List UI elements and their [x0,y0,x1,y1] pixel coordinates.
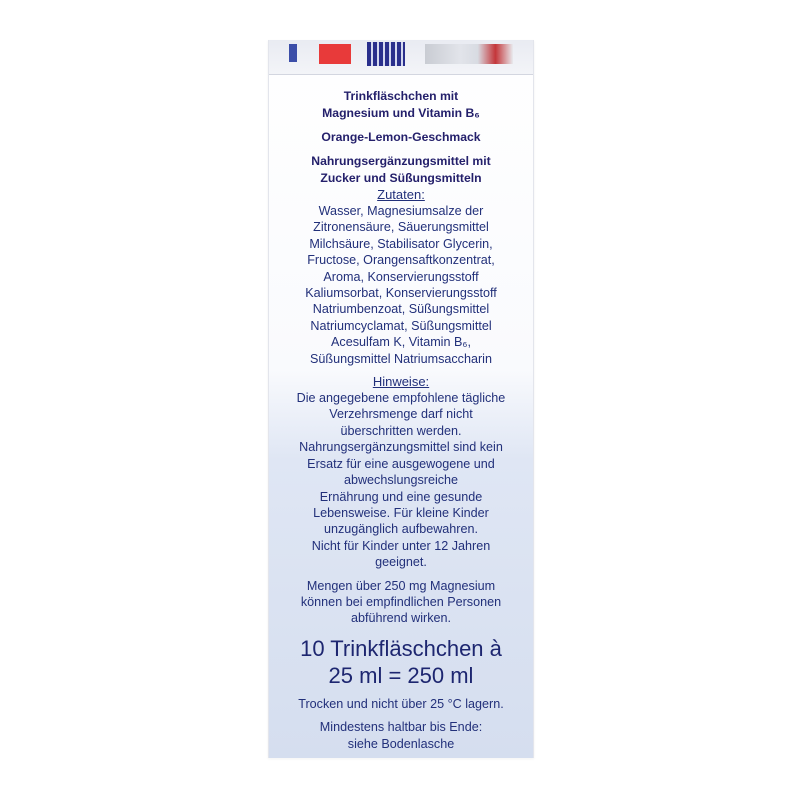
ingredients-text: Wasser, Magnesiumsalze der Zitronensäure, Säuerungsmittel Milchsäure, Stabilisator Glycerin, Fructose, Orangensaftkonzentrat, Aroma, Konservierungsstoff Kaliumsorbat, Konservierungsstoff Natriumbenzoat, Süßungsmittel Natriumcyclamat, Süßungsmittel Acesulfam K, Vitamin B₆, Süßungsmittel Natriumsaccharin [305,204,497,366]
label-text-block [269,88,533,752]
product-title: Trinkfläschchen mit Magnesium und Vitamin B₆ [322,89,480,120]
best-before: Mindestens haltbar bis Ende: siehe Bodenlasche [319,720,483,751]
brand-mark-image [425,44,513,64]
box-fold-line [269,74,533,75]
magnesium-warning: Mengen über 250 mg Magnesium können bei empfindlichen Personen abführend wirken. [300,578,502,626]
box-top-flap [269,40,533,74]
notes-text: Die angegebene empfohlene tägliche Verzehrsmenge darf nicht überschritten werden. Nahrungsergänzungsmittel sind kein Ersatz für eine ausgewogene und abwechslungsreiche Ernährung und eine gesunde Lebensweise. Für kleine Kinder unzugänglich aufbewahren. Nicht für Kinder unter 12 Jahren geeignet. [296,391,506,570]
notes-heading: Hinweise: [372,374,430,390]
product-category: Nahrungsergänzungsmittel mit Zucker und Süßungsmitteln [311,154,491,185]
brand-mark-blue [289,44,297,62]
package-quantity: 10 Trinkfläschchen à 25 ml = 250 ml [300,635,502,688]
brand-mark-stripes [367,42,405,66]
product-flavor: Orange-Lemon-Geschmack [321,130,481,144]
brand-mark-red [319,44,351,64]
ingredients-heading: Zutaten: [377,187,425,202]
product-box-side-panel [268,40,534,758]
storage-instructions: Trocken und nicht über 25 °C lagern. [298,696,504,711]
